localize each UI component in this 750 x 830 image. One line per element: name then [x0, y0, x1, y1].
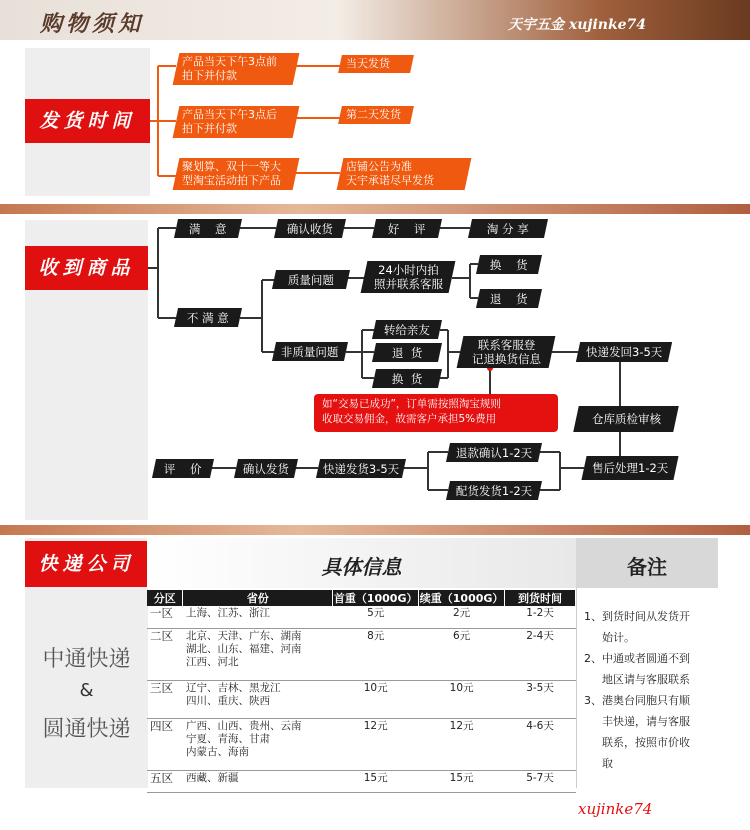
remark-title: 备注 — [627, 555, 667, 579]
review-box: 评 价 — [152, 459, 214, 478]
express-send-box: 快递发货3-5天 — [316, 459, 406, 478]
remark-item-1 — [584, 606, 714, 648]
courier-amp: & — [79, 680, 94, 701]
shipping-condition-1: 产品当天下午3点前 拍下并付款 — [173, 53, 300, 85]
gift-friend-box: 转给亲友 — [372, 320, 442, 339]
warehouse-box: 仓库质检审核 — [573, 406, 679, 432]
first-weight-cell: 15元 — [333, 770, 419, 792]
first-weight-cell: 10元 — [333, 680, 419, 718]
after-sale-box: 售后处理1-2天 — [581, 456, 678, 480]
footer-watermark: xujinke74 — [578, 800, 653, 818]
satisfied-box: 满 意 — [174, 219, 242, 238]
confirm-receipt-box: 确认收货 — [274, 219, 346, 238]
courier-table — [147, 590, 576, 793]
delivery-time-cell: 4-6天 — [505, 718, 576, 770]
return2-box: 退 货 — [372, 343, 442, 362]
table-row — [147, 770, 576, 792]
remark-num-2: 2、 — [584, 652, 602, 665]
table-row — [147, 606, 576, 628]
zone-cell: 三区 — [147, 680, 183, 718]
brand-text: 天宇五金 xujinke74 — [508, 17, 647, 33]
zone-cell: 二区 — [147, 628, 183, 680]
extra-weight-cell: 6元 — [419, 628, 505, 680]
remark-num-3: 3、 — [584, 694, 602, 707]
good-review-box: 好 评 — [372, 219, 442, 238]
remark-num-1: 1、 — [584, 610, 602, 623]
page-title: 购物须知 — [40, 11, 145, 37]
info-title: 具体信息 — [321, 555, 402, 579]
not-satisfied-box: 不 满 意 — [174, 308, 242, 327]
remark-item-2 — [584, 648, 714, 690]
col-extra-weight: 续重（1000G） — [419, 592, 504, 605]
extra-weight-cell: 15元 — [419, 770, 505, 792]
remark-item-3 — [584, 690, 714, 774]
extra-weight-cell: 10元 — [419, 680, 505, 718]
section-divider-1 — [0, 204, 750, 214]
ship-out-box: 配货发货1-2天 — [446, 481, 542, 500]
remark-text-3: 港奥台同胞只有顺 丰快递，请与客服 联系，按照市价收 取 — [602, 694, 690, 770]
commission-notice: 如“交易已成功”，订单需按照淘宝规则 收取交易佣金，故需客户承担5%费用 — [314, 394, 558, 432]
exchange2-box: 换 货 — [372, 369, 442, 388]
exchange-box: 换 货 — [476, 255, 542, 274]
shipping-result-2: 第二天发货 — [338, 106, 414, 124]
shipping-result-1: 当天发货 — [338, 55, 414, 73]
courier-company-1: 中通快递 — [42, 647, 131, 672]
shipping-label: 发货时间 — [25, 99, 150, 143]
shipping-condition-2: 产品当天下午3点后 拍下并付款 — [173, 106, 300, 138]
table-row — [147, 628, 576, 680]
receive-label: 收到商品 — [25, 246, 148, 290]
table-header-row — [147, 590, 576, 606]
delivery-time-cell: 2-4天 — [505, 628, 576, 680]
extra-weight-cell: 12元 — [419, 718, 505, 770]
provinces-cell: 西藏、新疆 — [183, 770, 333, 792]
provinces-cell: 上海、江苏、浙江 — [183, 606, 333, 628]
first-weight-cell: 8元 — [333, 628, 419, 680]
register-box: 联系客服登 记退换货信息 — [457, 336, 556, 368]
provinces-cell: 广西、山西、贵州、云南 宁夏、青海、甘肃 内蒙古、海南 — [183, 718, 333, 770]
shipping-condition-3: 聚划算、双十一等大 型淘宝活动拍下产品 — [173, 158, 300, 190]
info-title-bar — [147, 538, 576, 588]
first-weight-cell: 5元 — [333, 606, 419, 628]
col-provinces: 省份 — [183, 590, 333, 606]
remark-title-bar — [576, 538, 718, 588]
courier-company-2: 圆通快递 — [42, 717, 131, 742]
non-quality-box: 非质量问题 — [272, 342, 348, 361]
zone-cell: 四区 — [147, 718, 183, 770]
extra-weight-cell: 2元 — [419, 606, 505, 628]
delivery-time-cell: 3-5天 — [505, 680, 576, 718]
remark-text-2: 中通或者圆通不到 地区请与客服联系 — [602, 652, 690, 686]
col-zone: 分区 — [147, 590, 183, 606]
zone-cell: 一区 — [147, 606, 183, 628]
table-row — [147, 680, 576, 718]
delivery-time-cell: 1-2天 — [505, 606, 576, 628]
first-weight-cell: 12元 — [333, 718, 419, 770]
refund-confirm-box: 退款确认1-2天 — [446, 443, 542, 462]
contact-24h-box: 24小时内拍 照并联系客服 — [361, 261, 456, 293]
tao-share-box: 淘 分 享 — [468, 219, 548, 238]
provinces-cell: 辽宁、吉林、黑龙江 四川、重庆、陕西 — [183, 680, 333, 718]
courier-label: 快递公司 — [25, 541, 148, 587]
table-row — [147, 718, 576, 770]
col-delivery-time: 到货时间 — [505, 590, 576, 606]
confirm-ship-box: 确认发货 — [234, 459, 298, 478]
delivery-time-cell: 5-7天 — [505, 770, 576, 792]
shipping-result-3: 店铺公告为准 天宇承诺尽早发货 — [337, 158, 472, 190]
section-divider-2 — [0, 525, 750, 535]
provinces-cell: 北京、天津、广东、湖南 湖北、山东、福建、河南 江西、河北 — [183, 628, 333, 680]
col-first-weight: 首重（1000G） — [333, 592, 418, 605]
quality-issue-box: 质量问题 — [272, 270, 350, 289]
zone-cell: 五区 — [147, 770, 183, 792]
return-box: 退 货 — [476, 289, 542, 308]
remark-text-1: 到货时间从发货开 始计。 — [602, 610, 690, 644]
express-back-box: 快递发回3-5天 — [576, 342, 672, 362]
